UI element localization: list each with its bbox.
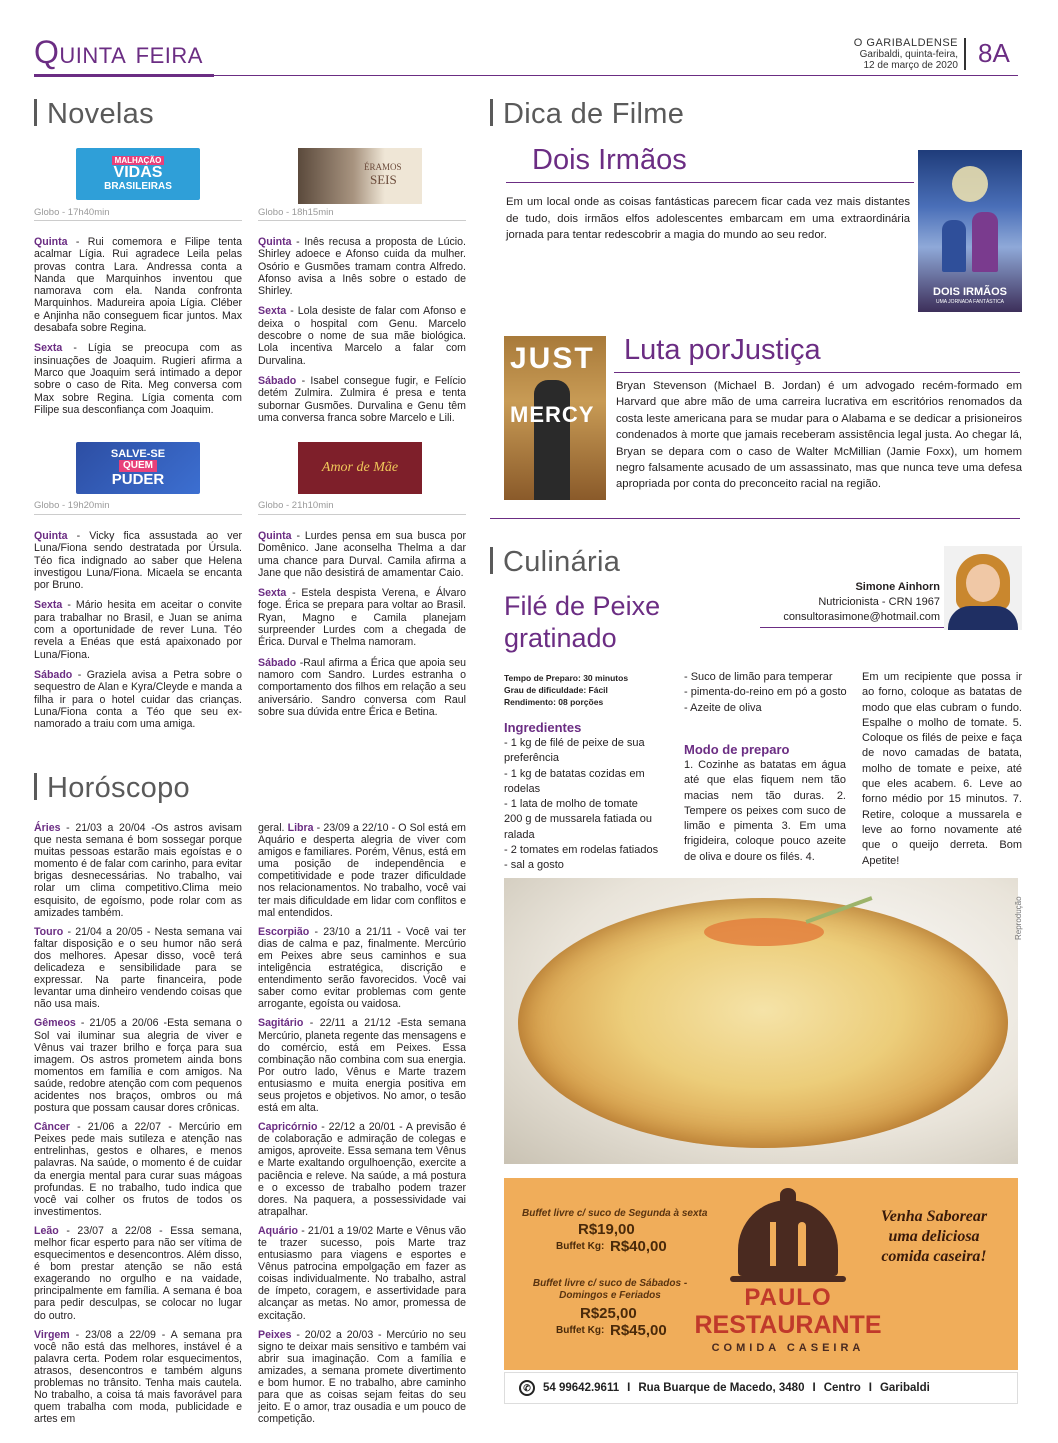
author-photo-face [966,564,1000,602]
header-section-label: Quinta feira [34,34,203,70]
novela-entry [34,236,242,334]
logo-salve-se [76,442,200,494]
sign-text: - 21/05 a 20/06 -Esta semana o Sol vai iluminar sua alegria de viver e Vênus vai trazer brilho e força para sua imagem. Os astros prometem ainda bons momentos em família e com amigos. Na saúde, redobre atenção com com pequenos acidentes nos braços, ombros ou má postura que possam causar dores crônicas. [34,1017,242,1115]
horoscope-entry [258,822,466,919]
sign-text: - 22/12 a 20/01 - A previsão é de colaboração e admiração de colegas e amigos, aproveite. Essa semana tem Vênus e Marte exaltando orgulhoenção, exercite a paciência e releve. Na saúde, a má postura e o excesso de trabalho podem trazer dores. Na paquera, a possessividade vai atrapalhar. [258,1121,466,1218]
novelas-heading-bar [34,99,37,126]
sign-name: Virgem [34,1328,70,1341]
culinaria-heading [490,546,620,579]
sign-name: Capricórnio [258,1121,318,1134]
novela-entry-text: -Raul afirma a Érica que apoia seu namoro com Sandro. Lurdes estranha o comportamento dos filhos em relação a seu aniversário. Sandro conversa com Raul sobre sua dúvida entre Érica e Betina. [258,656,466,718]
novela-entry [258,657,466,718]
logo-salve-l1: QUEM [119,460,157,472]
ingredient-item: 200 g de mussarela fatiada ou ralada [504,813,652,841]
filme-title: Dica de Filme [503,98,685,130]
recipe-meta-time: Tempo de Preparo: 30 minutos [504,673,629,683]
novela-text-salve-se [34,530,242,738]
ad-price-2: R$25,00 [580,1305,637,1322]
horoscope-entry [34,926,242,1011]
caption-rule-3 [34,514,242,515]
sign-text: geral. [258,822,288,834]
novela-day: Sábado [34,668,73,681]
sign-name: Sagitário [258,1017,304,1030]
movie2-title-rule [614,372,1020,373]
ingredients-title: Ingredientes [504,720,582,735]
ad-separator: I [868,1382,872,1394]
logo-amor-de-mae [298,442,422,494]
logo-eramos-l1: SEIS [370,172,397,187]
horoscopo-heading [34,772,190,805]
horoscopo-col-1 [34,822,242,1432]
caption-rule-2 [258,220,466,221]
sign-name: Áries [34,822,61,834]
cloche-icon-plate [730,1276,846,1282]
ingredient-item: - 1 kg de batatas cozidas em rodelas [504,767,645,795]
novela-entry [34,530,242,591]
filme-heading-bar [490,99,493,126]
logo-malhacao-l2: BRASILEIRAS [104,181,172,192]
novela-day: Quinta [258,530,292,542]
cloche-icon [730,1184,846,1284]
novela-entry [34,342,242,416]
ingredient-item: - 1 lata de molho de tomate [504,798,638,811]
recipe-meta-yield: Rendimento: 08 porções [504,697,604,707]
poster-dois-irmaos-moon [952,166,988,202]
novela-day: Sábado [258,656,297,669]
ad-address: Rua Buarque de Macedo, 3480 [638,1382,805,1394]
author-photo [944,546,1022,630]
header-rule [34,74,214,77]
logo-eramos-top: ÉRAMOS [364,162,402,172]
novela-day: Sábado [258,374,297,387]
novela-entry [258,236,466,297]
poster-just-mercy [504,336,606,500]
paper-date: 12 de março de 2020 [863,60,958,71]
author-role: Nutricionista - CRN 1967 [818,596,940,608]
ad-separator: I [812,1382,816,1394]
ad-kg-label-1: Buffet Kg: [556,1241,605,1252]
cloche-icon-fork [770,1222,776,1266]
novela-entry [258,375,466,424]
ingredient-item: - 2 tomates em rodelas fatiados [504,844,659,857]
sign-text: - 23/10 a 21/11 - Você vai ter dias de calma e paz, finalmente. Mercúrio em Peixes abre seus caminhos e sua inteligência estratégica, discrição e entendimento serão favorecidos. Você vai saber como evitar problemas com gente arrogante, egoísta ou vaidosa. [258,925,466,1011]
paper-place-date: Garibaldi, quinta-feira, [859,49,958,60]
novela-entry-text: - Lola desiste de falar com Afonso e deixa o hospital com Genu. Marcelo descobre o nome de sua mãe biológica. Lola incentiva Marcelo a falar com Durvalina. [258,305,466,367]
novela-entry [258,587,466,648]
ingredient-item: - Azeite de oliva [684,701,762,714]
ad-price-1: R$19,00 [578,1221,635,1238]
ad-footer [504,1372,1018,1404]
sign-text: - 22/11 a 21/12 -Esta semana Mercúrio, planeta regente das mensagens e do comércio, está em Peixes. Essa combinação não combina com sua energia. Por outro lado, Vênus e Marte trazem entusiasmo e muita energia positiva em seus projetos e objetivos. No amor, o tesão está em alta. [258,1017,466,1115]
novela-entry-text: - Lígia se preocupa com as insinuações de Joaquim. Rugieri afirma a Marco que Joaquim será intimado a depor sobre o caso de Rita. Meg conversa com Max sobre Regina. Lígia comenta com Filipe sua desconfiança com Joaquim. [34,342,242,416]
logo-amor-l1: Amor de Mãe [321,460,399,475]
ad-kg-label-2: Buffet Kg: [556,1325,605,1336]
sign-name: Leão [34,1224,59,1237]
novela-entry [258,305,466,366]
logo-malhacao-top: MALHAÇÃO [112,156,165,165]
novela-entry-text: - Vicky fica assustada ao ver Luna/Fiona sendo destratada por Úrsula. Téo fica indignado ao saber que Helena investigou Luna/Fiona. Micaela se encanta por Bruno. [34,530,242,592]
ad-district: Centro [823,1382,861,1394]
horoscope-entry [258,1017,466,1114]
novela-entry-text: - Isabel consegue fugir, e Felício detém Zulmira. Zulmira é presa e tenta subornar Gusmões. Durvalina e Genu têm uma conversa franca sobre Marcelo e Lili. [258,374,466,424]
ingredients-list-b [684,670,848,716]
movie1-synopsis: Em um local onde as coisas fantásticas parecem ficar cada vez mais distantes de tudo, dois irmãos elfos adolescentes embarcam em uma extraordinária jornada para tentar redescobrir a magia do mundo ao seu redor. [506,196,910,242]
header-divider [964,38,966,70]
poster-dois-irmaos-title: DOIS IRMÃOS [933,286,1007,298]
novela-day: Sexta [34,342,63,355]
photo-credit: Reprodução [1014,896,1023,940]
sign-name: Câncer [34,1121,70,1134]
ad-separator: I [627,1382,631,1394]
ad-slogan-2: uma deliciosa [888,1228,980,1245]
header-paper-block [854,38,958,71]
horoscopo-heading-bar [34,773,37,800]
sign-name: Touro [34,925,64,938]
author-name: Simone Ainhorn [855,581,940,593]
header-rule-long [214,75,1018,76]
novela-entry-text: - Graziela avisa a Petra sobre o sequestro de Alan e Kyra/Cleyde e manda a filha ir para o hotel cuidar das crianças. Luna/Fiona conta a Téo que seu ex-namorado a traiu com uma amiga. [34,668,242,731]
novela-entry [34,669,242,730]
movie1-title-rule [506,182,914,183]
horoscope-entry [34,1017,242,1114]
method-text-b: Em um recipiente que possa ir ao forno, coloque as batatas de modo que elas cubram o fundo. Espalhe o molho de tomate. 5. Coloque os filés de peixe e faça de novo camadas de batata, molho de tomate e peixe, até que eles acabem. 6. Leve ao forno médio por 15 minutos. 7. Retire, coloque a mussarela e leve ao forno novamente até que o queijo derreta. Bom Apetite! [862,671,1022,867]
author-block [700,580,940,625]
ad-brand-2: RESTAURANTE [694,1311,882,1339]
novela-day: Sexta [34,599,63,612]
paper-name: O GARIBALDENSE [853,37,958,49]
novela-entry-text: - Lurdes pensa em sua busca por Domênico. Jane aconselha Thelma a dar uma chance para Durval. Camila afirma a Jane que não desistirá de amamentar Caio. [258,530,466,579]
poster-dois-irmaos [918,150,1022,312]
horoscope-entry [258,1225,466,1322]
horoscope-entry [34,1225,242,1322]
novela-entry-text: - Estela despista Verena, e Álvaro foge. Érica se prepara para voltar ao Brasil. Ryan, Magno e Camila planejam surpreender Lurdes com a chegada de Érica. Durval e Thelma namoram. [258,587,466,649]
culinaria-heading-bar [490,547,493,574]
recipe-meta-difficulty: Grau de dificuldade: Fácil [504,685,608,695]
sign-name: Peixes [258,1328,292,1341]
sign-name: Aquário [258,1224,299,1237]
logo-malhacao-l1: VIDAS [113,164,163,181]
ad-line-1: Buffet livre c/ suco de Segunda à sexta [522,1208,708,1219]
ad-city: Garibaldi [879,1382,930,1394]
recipe-title: Filé de Peixe gratinado [504,591,661,653]
sign-name: Gêmeos [34,1017,76,1030]
sign-text: - 21/04 a 20/05 - Nesta semana vai faltar disposição e o seu humor não será dos melhores. Apesar disso, você terá delicadeza e sensibilidade para se expressar. Na parte financeira, pode levantar uma dinheiro vendendo coisas que não usa mais. [34,925,242,1011]
ingredient-item: - sal a gosto [504,859,564,872]
movie2-title: Luta porJustiça [624,334,821,366]
method-text-a: 1. Cozinhe as batatas em água até que elas fiquem nem tão macias nem tão duras. 2. Tempere os peixes com suco de limão e pimenta 3. Em uma frigideira, coloque pouco azeite de oliva e doure os filés. 4. [684,759,846,863]
poster-just-l2: MERCY [510,402,595,427]
novelas-title: Novelas [47,98,154,130]
poster-dois-irmaos-figure-1 [942,220,966,272]
logo-salve-l2: PUDER [111,471,165,488]
cloche-icon-knife [798,1222,806,1266]
filme-heading [490,98,684,131]
culinaria-title: Culinária [503,546,621,578]
whatsapp-icon: ✆ [519,1380,535,1396]
schedule-malhacao: Globo - 17h40min [34,207,110,218]
cloche-icon-knob [780,1188,796,1202]
novela-entry [34,599,242,660]
logo-eramos-seis [298,148,422,204]
sign-text: - 23/09 a 22/10 - O Sol está em Aquário e desperta alegria de viver com amigos e familiares. Porém, Vênus, está em uma posição de independência e competitividade e pode trazer dificuldade nos relacionamentos. No trabalho, você vai ter mais dificuldade em lidar com conflitos e mal entendidos. [258,822,466,919]
novela-day: Sexta [258,587,287,600]
novela-day: Quinta [258,236,292,248]
novela-day: Quinta [34,236,68,248]
header-section-title [34,34,203,71]
horoscope-entry [34,822,242,919]
novela-entry-text: - Inês recusa a proposta de Lúcio. Shirley adoece e Afonso cuida da mulher. Osório e Gusmões tramam contra Alfredo. Afonso avisa a Inês sobre o estado de Shirley. [258,236,466,298]
ingredient-item: - Suco de limão para temperar [684,671,833,683]
novela-entry [258,530,466,579]
ad-slogan-1: Venha Saborear [880,1208,988,1225]
poster-just-figure [534,380,570,500]
ad-brand-3: COMIDA CASEIRA [711,1342,865,1354]
caption-rule-4 [258,514,466,515]
movie2-synopsis: Bryan Stevenson (Michael B. Jordan) é um advogado recém-formado em Harvard que abre mão de uma carreira lucrativa em escritórios renomados da costa leste americana para se mudar para o Alabama e se dedicar a prisioneiros condenados à morte que jamais receberam assistência legal justa. Ao chegar lá, Bryan se depara com o caso de Walter McMillian (Jamie Foxx), um homem negro falsamente acusado de um assassinato, mas que nunca teve uma defesa apropriada por conta do preconceito racial na região. [616,380,1022,491]
sign-text: - 21/06 a 22/07 - Mercúrio em Peixes pede mais sutileza e atenção nas entrelinhas, gestos e olhares, e menos palavras. Na saúde, o momento é de cuidar da energia mental para curar suas mágoas profundas. E no trabalho, tudo indica que você vai colher os frutos de todos os investimentos. [34,1121,242,1218]
filme-bottom-rule [490,518,1020,519]
horoscopo-col-2 [258,822,466,1432]
logo-malhacao [76,148,200,200]
author-email: consultorasimone@hotmail.com [783,611,940,623]
sign-text: - 21/01 a 19/02 Marte e Vênus vão te trazer sucesso, pois Marte traz entusiasmo para viagens e esportes e Vênus patrocina empolgação em fazer as coisas individualmente. No trabalho, astral de ímpeto, coragem, e assertividade para alcançar as metas. No amor, promessa de excitação. [258,1224,466,1322]
schedule-eramos-seis: Globo - 18h15min [258,207,334,218]
sign-text: - 20/02 a 20/03 - Mercúrio no seu signo te deixar mais sensitivo e também vai abrir sua imaginação. Com a família e amizades, a semana promete divertimento e bom humor. E no trabalho, abre caminho para que as coisas sejam feitas do seu jeito. E o amor, traz ousadia e um pouco de competição. [258,1328,466,1426]
ad-phone: 54 99642.9611 [543,1382,620,1394]
recipe-meta [504,672,684,708]
poster-just-l1: JUST [510,342,595,375]
horoscope-entry [258,1329,466,1426]
sign-text: - 23/08 a 22/09 - A semana pra você não está das melhores, instável é a palavra certa. Podem rolar esquecimentos, atrasos, desencontros e também alguns problemas no trânsito. Tenha mais cautela. No trabalho, a coisa tá mais favorável para quem trabalha com moda, publicidade e artes em [34,1328,242,1426]
author-photo-body [948,606,1018,630]
novela-text-eramos [258,236,466,432]
ad-line-2: Buffet livre c/ suco de Sábados - Domingos e Feriados [532,1278,688,1301]
horoscopo-title: Horóscopo [47,772,190,804]
sign-name: Libra [287,822,314,834]
sign-text: - 23/07 a 22/08 - Essa semana, melhor ficar esperto para não ser vítima de esquecimentos e desencontros. Além disso, é bom prestar atenção se não está exagerando no orgulho e na vaidade, principalmente em família. A semana é boa para pedir desculpas, se colocar no lugar do outro. [34,1224,242,1322]
ad-slogan-3: comida caseira! [881,1248,987,1265]
novela-entry-text: - Mário hesita em aceitar o convite para trabalhar no Brasil, e Juan se anima com a oportunidade de rever Luna. Téo revela a Enéas que está apaixonado por Luna/Fiona. [34,599,242,661]
method-title: Modo de preparo [684,742,790,757]
ingredient-item: - pimenta-do-reino em pó a gosto [684,686,847,699]
logo-salve-top: SALVE-SE [110,448,166,460]
novela-text-amor [258,530,466,726]
sign-text: - 21/03 a 20/04 -Os astros avisam que nesta semana é bom sossegar porque muitas pessoas estarão mais egoístas e o momento é de falar com carinho, para evitar brigas desnecessárias. No trabalho, vai rolar um clima competitivo.Clima meio esquisito, de egoísmo, pode rolar com as amizades também. [34,822,242,919]
ad-kg-1: R$40,00 [610,1238,667,1255]
novela-text-malhacao [34,236,242,424]
novela-entry-text: - Rui comemora e Filipe tenta acalmar Lígia. Rui agradece Leila pelas provas contra Lara. Andressa conta a Nanda que Marquinhos inventou que namorava com ela. Nanda confronta Marquinhos. Madureira apoia Lígia. Cléber e Anjinha não conseguem ficar juntos. Max desabafa sobre Regina. [34,236,242,335]
ingredient-item: - 1 kg de filé de peixe de sua preferência [504,737,645,765]
novelas-heading [34,98,154,131]
page-number: 8A [978,38,1010,68]
schedule-salve-se: Globo - 19h20min [34,500,110,511]
poster-dois-irmaos-figure-2 [972,212,998,272]
recipe-photo [504,878,1018,1164]
novela-day: Quinta [34,530,68,542]
horoscope-entry [258,1121,466,1218]
movie1-title: Dois Irmãos [532,144,687,176]
horoscope-entry [258,926,466,1011]
ingredients-list-a [504,736,676,874]
schedule-amor-de-mae: Globo - 21h10min [258,500,334,511]
horoscope-entry [34,1121,242,1218]
ad-brand-1: PAULO [744,1284,832,1311]
sign-name: Escorpião [258,925,310,938]
ad-kg-2: R$45,00 [610,1322,667,1339]
cloche-icon-dome [738,1200,838,1276]
novela-day: Sexta [258,305,287,318]
restaurant-ad [504,1178,1018,1370]
poster-dois-irmaos-sub: UMA JORNADA FANTÁSTICA [935,299,1005,305]
caption-rule-1 [34,220,242,221]
horoscope-entry [34,1329,242,1426]
